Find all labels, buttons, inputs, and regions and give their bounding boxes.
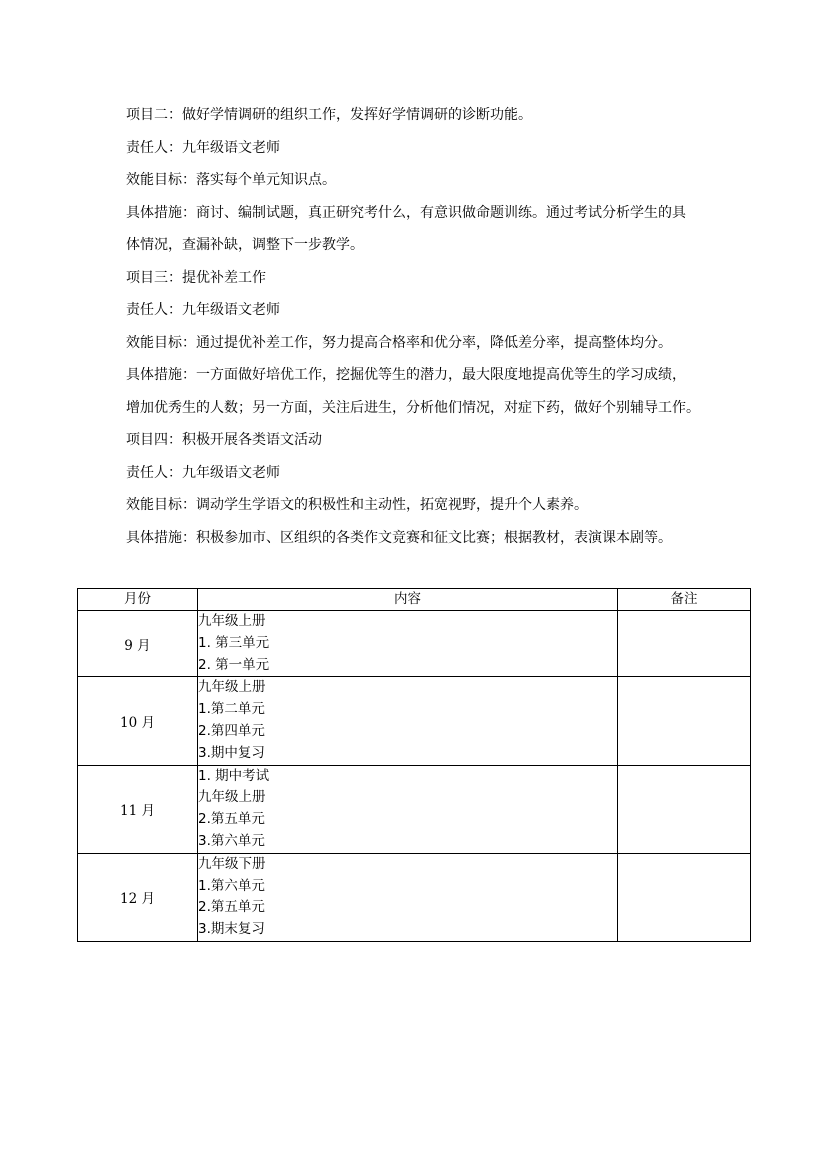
paragraph-line: 项目三：提优补差工作 [126,269,266,286]
paragraph-line: 效能目标：调动学生学语文的积极性和主动性，拓宽视野，提升个人素养。 [126,497,588,513]
remark-cell [618,611,751,677]
content-line: 九年级上册 [198,679,266,696]
paragraph-line: 责任人：九年级语文老师 [126,302,280,318]
paragraph-line: 责任人：九年级语文老师 [126,139,280,156]
paragraph-line: 体情况，查漏补缺，调整下一步教学。 [126,237,364,253]
content-line: 九年级上册 [198,613,266,629]
remark-cell [618,765,751,853]
content-line: 2.第五单元 [198,811,265,828]
header-month: 月份 [78,589,198,611]
content-line: 1.第二单元 [198,701,265,718]
month-cell: 10 月 [78,677,198,765]
content-line: 3.第六单元 [198,832,265,849]
header-remark: 备注 [618,589,751,611]
paragraph-line: 效能目标：通过提优补差工作，努力提高合格率和优分率，降低差分率，提高整体均分。 [126,334,672,351]
content-line: 3.期中复习 [198,744,265,761]
header-content: 内容 [198,589,618,611]
plan-text [126,99,716,554]
paragraph-line: 具体措施：积极参加市、区组织的各类作文竞赛和征文比赛；根据教材，表演课本剧等。 [126,529,672,546]
paragraph-line: 项目四：积极开展各类语文活动 [126,432,322,448]
month-cell: 9 月 [78,611,198,677]
remark-cell [618,853,751,941]
table-row [78,677,751,765]
paragraph-line: 责任人：九年级语文老师 [126,464,280,481]
content-cell [198,611,618,677]
table-row [78,765,751,853]
table-row [78,853,751,941]
content-line: 九年级上册 [198,789,266,806]
content-line: 3.期末复习 [198,921,265,938]
content-cell [198,677,618,765]
content-line: 2. 第一单元 [198,656,270,673]
schedule-table [77,588,751,942]
month-cell: 12 月 [78,853,198,941]
month-cell: 11 月 [78,765,198,853]
content-line: 九年级下册 [198,855,266,872]
paragraph-line: 效能目标：落实每个单元知识点。 [126,172,336,188]
content-line: 1.第六单元 [198,877,265,894]
content-cell [198,765,618,853]
paragraph-line: 增加优秀生的人数；另一方面，关注后进生，分析他们情况，对症下药，做好个别辅导工作。 [126,399,700,416]
content-line: 2.第五单元 [198,899,265,916]
content-cell [198,853,618,941]
content-line: 1. 期中考试 [198,767,270,784]
paragraph-line: 具体措施：一方面做好培优工作，挖掘优等生的潜力，最大限度地提高优等生的学习成绩， [126,367,686,383]
table-header-row [78,589,751,611]
paragraph-line: 项目二：做好学情调研的组织工作，发挥好学情调研的诊断功能。 [126,107,532,123]
table-row [78,611,751,677]
content-line: 1. 第三单元 [198,634,270,651]
remark-cell [618,677,751,765]
paragraph-line: 具体措施：商讨、编制试题，真正研究考什么，有意识做命题训练。通过考试分析学生的具 [126,204,686,221]
content-line: 2.第四单元 [198,722,265,739]
